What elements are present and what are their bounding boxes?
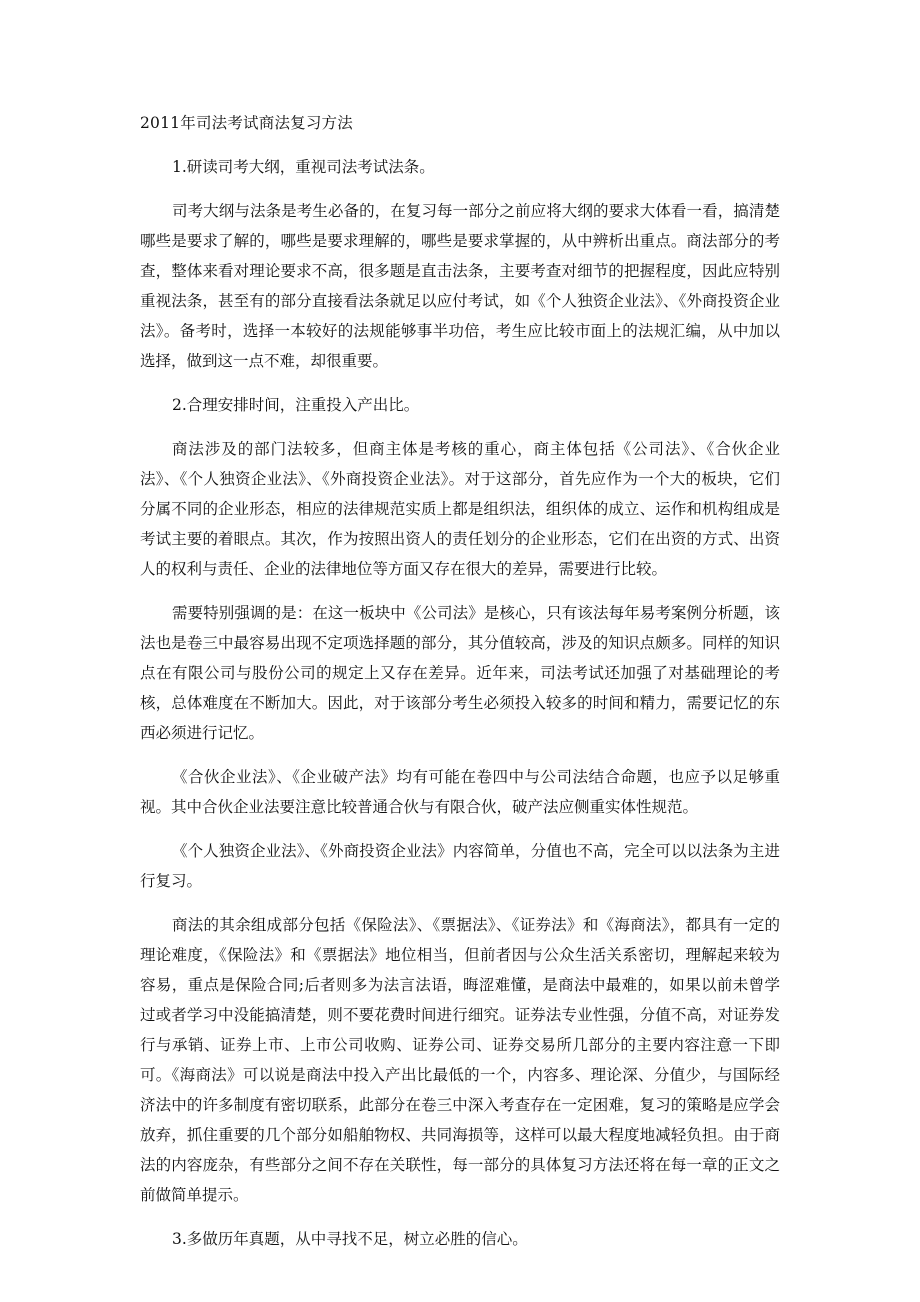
section-heading-3: 3.多做历年真题，从中寻找不足，树立必胜的信心。 <box>172 1230 528 1248</box>
paragraph-1: 司考大纲与法条是考生必备的，在复习每一部分之前应将大纲的要求大体看一看，搞清楚哪些是要求了解的，哪些是要求理解的，哪些是要求掌握的，从中辨析出重点。商法部分的考查，整体来看对理论要求不高，很多题是直击法条，主要考查对细节的把握程度，因此应特别重视法条，甚至有的部分直接看法条就足以应付考试，如《个人独资企业法》、《外商投资企业法》。备考时，选择一本较好的法规能够事半功倍，考生应比较市面上的法规汇编，从中加以选择，做到这一点不难，却很重要。 <box>140 202 780 370</box>
document-page <box>140 108 780 1268</box>
paragraph-2: 商法涉及的部门法较多，但商主体是考核的重心，商主体包括《公司法》、《合伙企业法》、《个人独资企业法》、《外商投资企业法》。对于这部分，首先应作为一个大的板块，它们分属不同的企业形态，相应的法律规范实质上都是组织法，组织体的成立、运作和机构组成是考试主要的着眼点。其次，作为按照出资人的责任划分的企业形态，它们在出资的方式、出资人的权利与责任、企业的法律地位等方面又存在很大的差异，需要进行比较。 <box>140 440 780 578</box>
section-heading-1: 1.研读司考大纲，重视司法考试法条。 <box>172 158 435 176</box>
section-heading-2: 2.合理安排时间，注重投入产出比。 <box>172 396 420 414</box>
paragraph-3: 需要特别强调的是：在这一板块中《公司法》是核心，只有该法每年易考案例分析题，该法也是卷三中最容易出现不定项选择题的部分，其分值较高，涉及的知识点颇多。同样的知识点在有限公司与股份公司的规定上又存在差异。近年来，司法考试还加强了对基础理论的考核，总体难度在不断加大。因此，对于该部分考生必须投入较多的时间和精力，需要记忆的东西必须进行记忆。 <box>140 604 780 742</box>
paragraph-4: 《合伙企业法》、《企业破产法》均有可能在卷四中与公司法结合命题，也应予以足够重视。其中合伙企业法要注意比较普通合伙与有限合伙，破产法应侧重实体性规范。 <box>140 768 780 816</box>
paragraph-5: 《个人独资企业法》、《外商投资企业法》内容简单，分值也不高，完全可以以法条为主进行复习。 <box>140 842 780 890</box>
paragraph-6: 商法的其余组成部分包括《保险法》、《票据法》、《证券法》和《海商法》，都具有一定的理论难度，《保险法》和《票据法》地位相当，但前者因与公众生活关系密切，理解起来较为容易，重点是保险合同;后者则多为法言法语，晦涩难懂，是商法中最难的，如果以前未曾学过或者学习中没能搞清楚，则不要花费时间进行细究。证券法专业性强，分值不高，对证券发行与承销、证券上市、上市公司收购、证券公司、证券交易所几部分的主要内容注意一下即可。《海商法》可以说是商法中投入产出比最低的一个，内容多、理论深、分值少，与国际经济法中的许多制度有密切联系，此部分在卷三中深入考查存在一定困难，复习的策略是应学会放弃，抓住重要的几个部分如船舶物权、共同海损等，这样可以最大程度地减轻负担。由于商法的内容庞杂，有些部分之间不存在关联性，每一部分的具体复习方法还将在每一章的正文之前做简单提示。 <box>140 916 780 1204</box>
document-title: 2011年司法考试商法复习方法 <box>140 114 353 132</box>
